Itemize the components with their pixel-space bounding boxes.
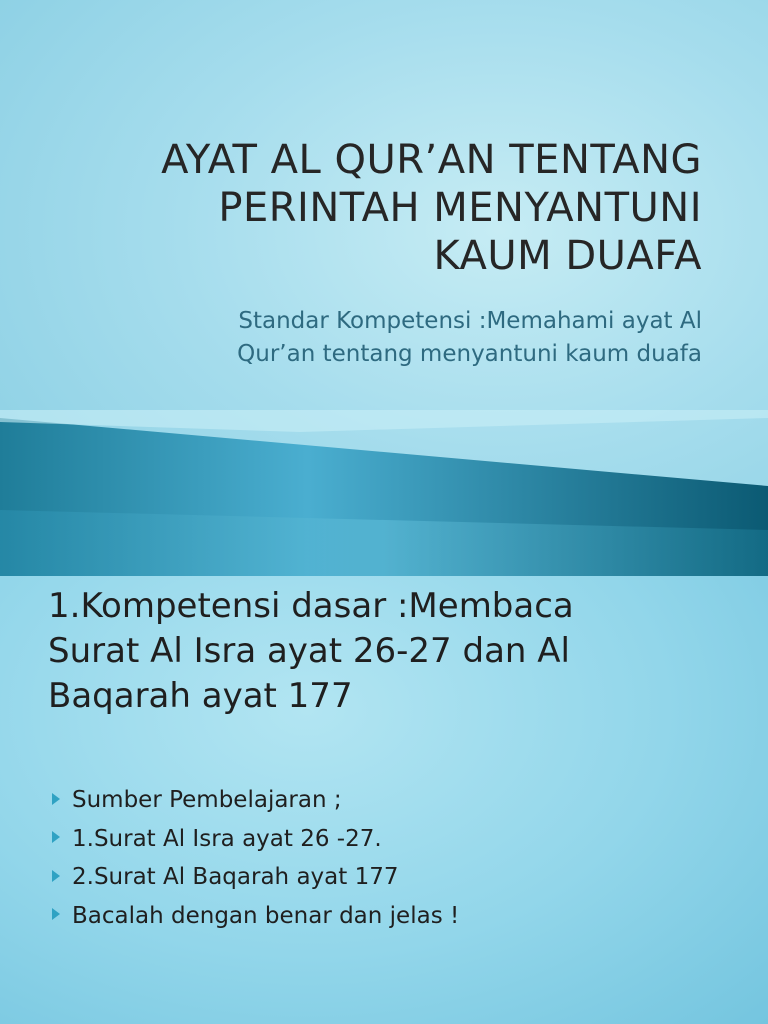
subtitle-line: Standar Kompetensi :Memahami ayat Al: [238, 308, 702, 334]
bullet-list: [52, 781, 459, 935]
bullet-text: 1.Surat Al Isra ayat 26 -27.: [72, 825, 382, 852]
heading-line: Baqarah ayat 177: [48, 676, 353, 716]
bullet-text: Bacalah dengan benar dan jelas !: [72, 902, 460, 929]
heading-line: 1.Kompetensi dasar :Membaca: [48, 586, 574, 626]
decorative-swoosh: [0, 410, 768, 576]
bullet-item: [52, 781, 459, 820]
content-slide: [0, 576, 768, 1024]
bullet-text: 2.Surat Al Baqarah ayat 177: [72, 864, 399, 890]
triangle-right-icon: [52, 793, 60, 805]
title-line: PERINTAH MENYANTUNI: [218, 185, 702, 231]
slide-title: [42, 136, 702, 280]
subtitle-line: Qur’an tentang menyantuni kaum duafa: [237, 341, 702, 367]
triangle-right-icon: [52, 870, 60, 882]
slide-heading: [48, 584, 748, 719]
bullet-item: [52, 858, 459, 897]
title-line: AYAT AL QUR’AN TENTANG: [161, 137, 702, 183]
title-line: KAUM DUAFA: [433, 233, 702, 279]
slide-subtitle: [42, 305, 702, 371]
bullet-item: [52, 897, 459, 936]
bullet-text: Sumber Pembelajaran ;: [72, 787, 342, 813]
triangle-right-icon: [52, 831, 60, 843]
bullet-item: [52, 820, 459, 859]
triangle-right-icon: [52, 908, 60, 920]
heading-line: Surat Al Isra ayat 26-27 dan Al: [48, 631, 570, 671]
